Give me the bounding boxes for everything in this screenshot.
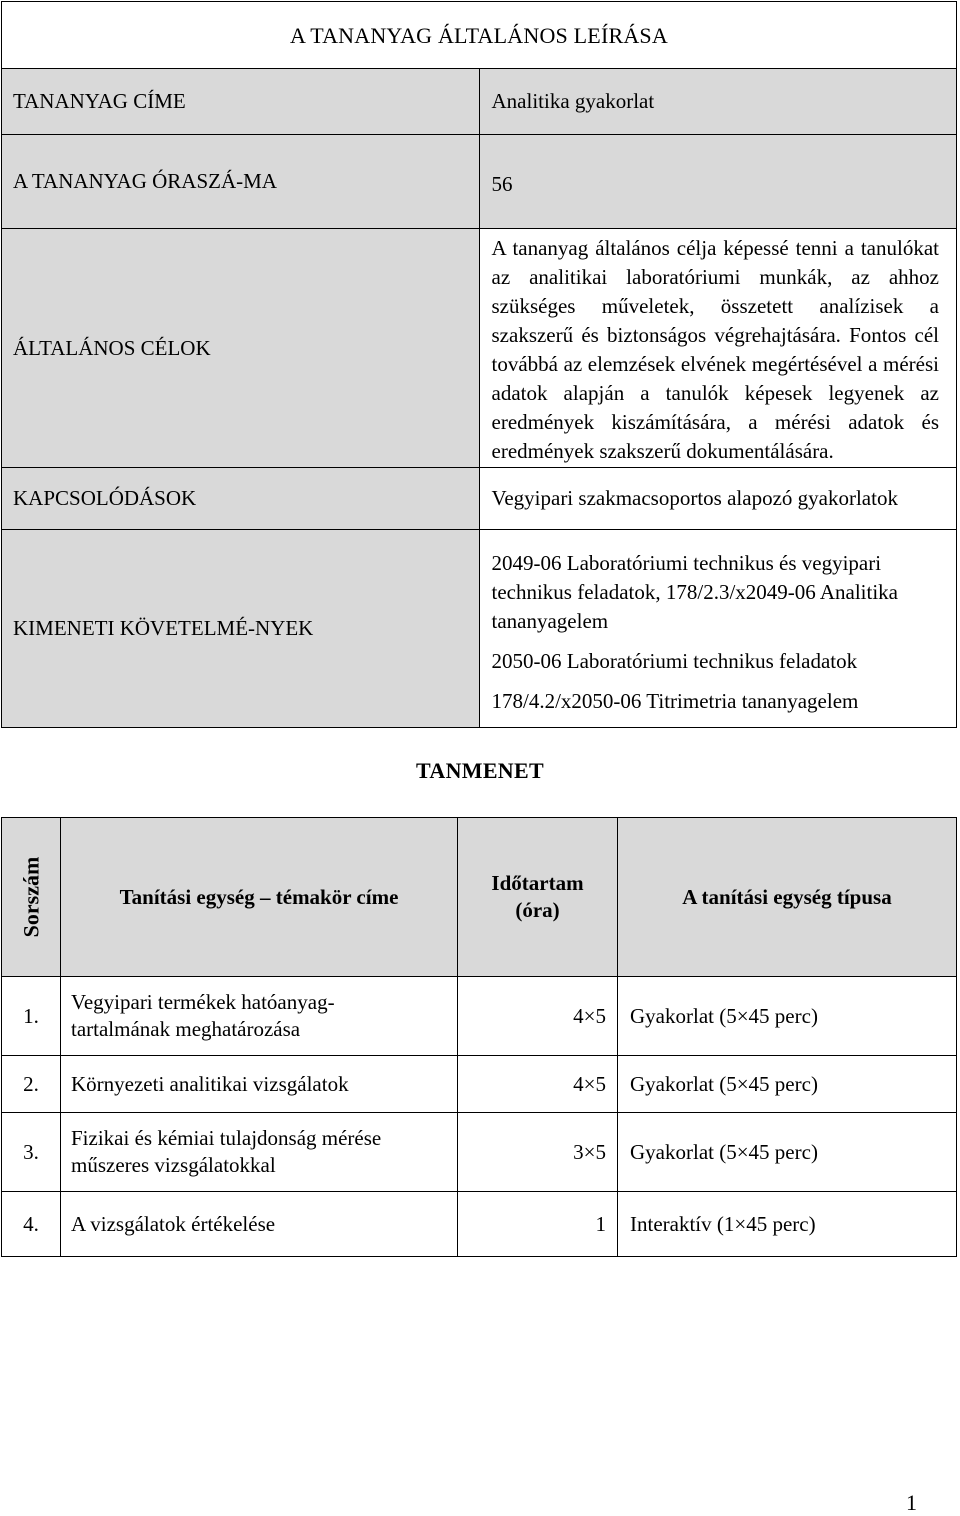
table-row (2, 1192, 957, 1257)
label-oraszam: A TANANYAG ÓRASZÁ-MA (2, 135, 480, 229)
row-tema: Vegyipari termékek hatóanyag-tartalmának meghatározása (61, 977, 458, 1056)
value-celok: A tananyag általános célja képessé tenni a tanulókat az analitikai laboratóriumi munkák, az ahhoz szükséges műveletek, összetett analízisek a szakszerű és biztonságos végrehajtására. Fontos cél továbbá az elemzések elvének megértésével a mérési adatok alapján a tanulók képesek legyenek az eredmények kiszámítására, a mérési adatok és eredmények szakszerű dokumentálására. (479, 229, 957, 468)
value-cim: Analitika gyakorlat (479, 69, 957, 135)
row-ido: 3×5 (458, 1113, 618, 1192)
value-oraszam: 56 (479, 135, 957, 229)
header-tipus: A tanítási egység típusa (618, 818, 957, 977)
row-number: 3. (2, 1113, 61, 1192)
label-kimeneti: KIMENETI KÖVETELMÉ-NYEK (2, 530, 480, 728)
kimeneti-line-1: 2049-06 Laboratóriumi technikus és vegyipari technikus feladatok, 178/2.3/x2049-06 Analitika tananyagelem (491, 551, 899, 633)
row-ido: 4×5 (458, 1056, 618, 1113)
table-row (2, 1113, 957, 1192)
row-tema: Környezeti analitikai vizsgálatok (61, 1056, 458, 1113)
description-table (1, 1, 957, 728)
label-celok: ÁLTALÁNOS CÉLOK (2, 229, 480, 468)
row-celok (2, 229, 957, 468)
tanmenet-heading: TANMENET (416, 758, 544, 783)
value-kimeneti (479, 530, 957, 728)
row-number: 1. (2, 977, 61, 1056)
description-title: A TANANYAG ÁLTALÁNOS LEÍRÁSA (2, 2, 957, 69)
plan-header-row (2, 818, 957, 977)
row-number: 4. (2, 1192, 61, 1257)
row-tema: Fizikai és kémiai tulajdonság mérése műszeres vizsgálatokkal (61, 1113, 458, 1192)
label-kapcsolodasok: KAPCSOLÓDÁSOK (2, 468, 480, 530)
row-kimeneti (2, 530, 957, 728)
row-kapcsolodasok (2, 468, 957, 530)
row-ido: 1 (458, 1192, 618, 1257)
row-cim (2, 69, 957, 135)
row-tipus: Gyakorlat (5×45 perc) (618, 1056, 957, 1113)
row-oraszam (2, 135, 957, 229)
row-tema: A vizsgálatok értékelése (61, 1192, 458, 1257)
row-tipus: Gyakorlat (5×45 perc) (618, 1113, 957, 1192)
table-row (2, 977, 957, 1056)
value-kapcsolodasok: Vegyipari szakmacsoportos alapozó gyakorlatok (479, 468, 957, 530)
header-sorszam-text: Sorszám (18, 856, 44, 938)
row-ido: 4×5 (458, 977, 618, 1056)
row-number: 2. (2, 1056, 61, 1113)
label-cim: TANANYAG CÍME (2, 69, 480, 135)
table-row (2, 1056, 957, 1113)
kimeneti-line-3: 178/4.2/x2050-06 Titrimetria tananyagelem (491, 689, 859, 713)
header-ido: Időtartam (óra) (458, 818, 618, 977)
row-tipus: Interaktív (1×45 perc) (618, 1192, 957, 1257)
page-number: 1 (906, 1490, 917, 1515)
header-tema: Tanítási egység – témakör címe (61, 818, 458, 977)
header-sorszam (2, 818, 61, 977)
plan-table (1, 817, 957, 1257)
row-tipus: Gyakorlat (5×45 perc) (618, 977, 957, 1056)
kimeneti-line-2: 2050-06 Laboratóriumi technikus feladatok (491, 649, 858, 673)
description-title-row (2, 2, 957, 69)
